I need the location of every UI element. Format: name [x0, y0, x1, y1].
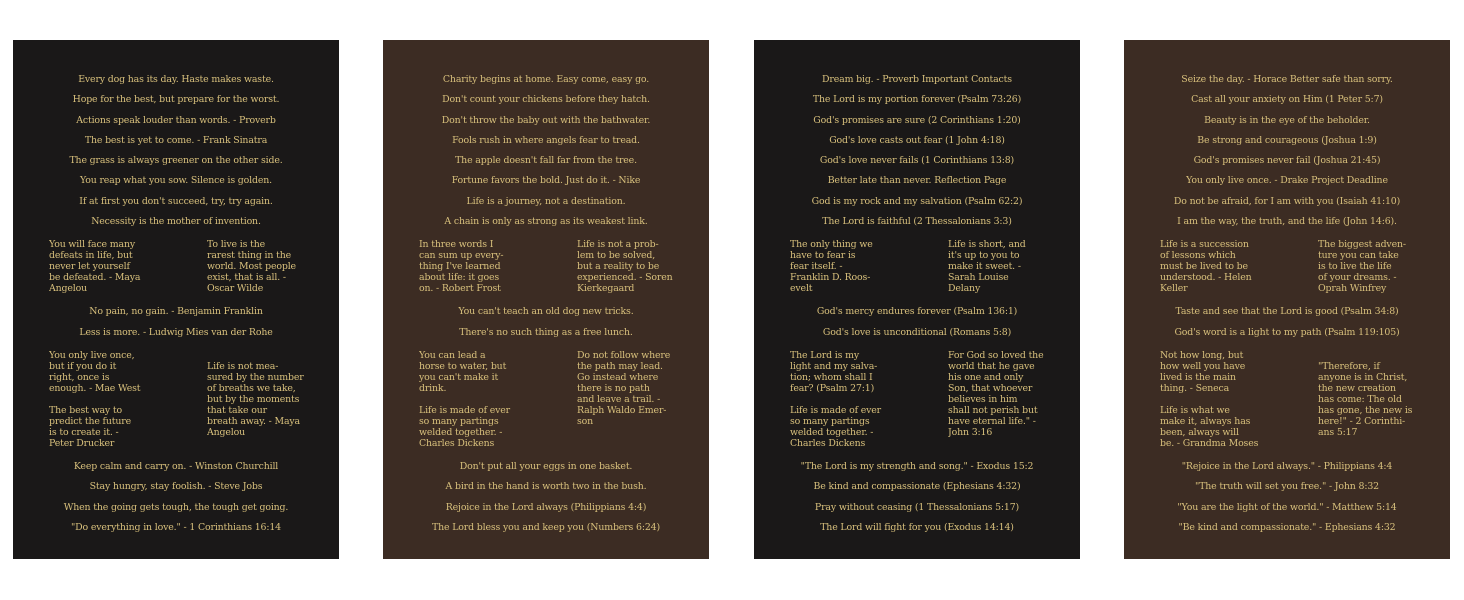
poster-2	[383, 40, 709, 559]
quote-line: God's promises are sure (2 Corinthians 1:20)	[813, 114, 1021, 126]
quote-columns	[760, 232, 1074, 302]
quote-line: The best is yet to come. - Frank Sinatra	[84, 134, 268, 146]
quote-line: Seize the day. - Horace Better safe than sorry.	[1181, 74, 1393, 85]
quote-line: "You are the light of the world." - Matthew 5:14	[1177, 501, 1397, 513]
quote-line: You can't teach an old dog new tricks.	[458, 306, 634, 318]
quote-line: Don't put all your eggs in one basket.	[459, 460, 633, 472]
quote-line: You only live once. - Drake Project Deadline	[1186, 175, 1388, 187]
quote-line: Better late than never. Reflection Page	[827, 175, 1007, 187]
quote-line: God's mercy endures forever (Psalm 136:1)	[816, 306, 1018, 318]
quote-line: "Be kind and compassionate." - Ephesians 4:32	[1178, 521, 1396, 533]
quote-line: If at first you don't succeed, try, try again.	[79, 195, 273, 207]
quote-column-left: You will face many defeats in life, but never let yourself be defeated. - Maya Angelou	[49, 239, 141, 295]
quote-line: Don't throw the baby out with the bathwater.	[441, 114, 651, 126]
quote-line: Don't count your chickens before they hatch.	[442, 94, 650, 106]
quote-line: God's love never fails (1 Corinthians 13:8)	[819, 155, 1015, 167]
quote-line: Hope for the best, but prepare for the worst.	[72, 94, 280, 106]
quote-line: Rejoice in the Lord always (Philippians 4:4)	[445, 501, 647, 513]
quote-line: God's love is unconditional (Romans 5:8)	[822, 326, 1012, 338]
quote-line: When the going gets tough, the tough get going.	[63, 501, 289, 513]
quote-line: Fools rush in where angels fear to tread.	[452, 134, 640, 146]
quote-line: God's promises never fail (Joshua 21:45)	[1193, 155, 1381, 167]
quote-line: Actions speak louder than words. - Proverb	[76, 114, 276, 126]
quote-column-right: The biggest adven- ture you can take is to live the life of your dreams. - Oprah Winfrey	[1318, 239, 1406, 295]
quote-line: Be kind and compassionate (Ephesians 4:32)	[813, 481, 1021, 493]
quote-column-left: The only thing we have to fear is fear itself. - Franklin D. Roos- evelt	[790, 239, 873, 295]
quote-line: The apple doesn't fall far from the tree.	[455, 155, 637, 167]
quote-column-left: The Lord is my light and my salva- tion; whom shall I fear? (Psalm 27:1) Life is made of ever so many partings welded together. - Charles Dickens	[790, 349, 881, 449]
quote-line: Keep calm and carry on. - Winston Churchill	[73, 460, 279, 472]
quote-line: The Lord bless you and keep you (Numbers 6:24)	[431, 521, 660, 533]
quote-line: Fortune favors the bold. Just do it. - Nike	[451, 175, 641, 187]
quote-line: Cast all your anxiety on Him (1 Peter 5:7)	[1191, 94, 1383, 106]
quote-column-right: For God so loved the world that he gave his one and only Son, that whoever believes in him shall not perish but have eternal life." - John 3:16	[948, 349, 1044, 438]
quote-line: There's no such thing as a free lunch.	[459, 326, 633, 338]
quote-line: "The truth will set you free." - John 8:32	[1195, 481, 1379, 493]
poster-4	[1124, 40, 1450, 559]
quote-column-left: You only live once, but if you do it right, once is enough. - Mae West The best way to predict the future is to create it. - Peter Drucker	[49, 349, 141, 449]
quote-line: "Rejoice in the Lord always." - Philippians 4:4	[1181, 460, 1393, 472]
quote-line: God's love casts out fear (1 John 4:18)	[829, 134, 1005, 146]
quote-line: I am the way, the truth, and the life (John 14:6).	[1177, 216, 1397, 228]
quote-columns	[1130, 232, 1444, 302]
quote-line: No pain, no gain. - Benjamin Franklin	[89, 306, 263, 318]
quote-line: God's word is a light to my path (Psalm 119:105)	[1174, 326, 1400, 338]
quote-line: The grass is always greener on the other side.	[69, 155, 283, 167]
quote-column-right: Life is short, and it's up to you to make it sweet. - Sarah Louise Delany	[948, 239, 1026, 295]
quote-line: Dream big. - Proverb Important Contacts	[822, 74, 1012, 85]
quote-columns	[389, 343, 703, 457]
quote-line: Every dog has its day. Haste makes waste.	[78, 74, 274, 85]
quote-column-left: In three words I can sum up every- thing I've learned about life: it goes on. - Robert Frost	[419, 239, 504, 295]
quote-line: Stay hungry, stay foolish. - Steve Jobs	[89, 481, 263, 493]
quote-columns	[760, 343, 1074, 457]
quote-line: A bird in the hand is worth two in the bush.	[445, 481, 647, 493]
quote-line: "Do everything in love." - 1 Corinthians 16:14	[71, 521, 281, 533]
quote-column-right: To live is the rarest thing in the world. Most people exist, that is all. - Oscar Wilde	[207, 239, 296, 295]
quote-line: Charity begins at home. Easy come, easy go.	[442, 74, 650, 85]
quote-columns	[389, 232, 703, 302]
quote-line: The Lord is my portion forever (Psalm 73:26)	[812, 94, 1022, 106]
quote-line: You reap what you sow. Silence is golden.	[80, 175, 272, 187]
quote-line: Beauty is in the eye of the beholder.	[1204, 114, 1370, 126]
quote-line: The Lord will fight for you (Exodus 14:14)	[820, 521, 1014, 533]
poster-3	[754, 40, 1080, 559]
quote-column-right: Life is not mea- sured by the number of breaths we take, but by the moments that take our breath away. - Maya Angelou	[207, 360, 304, 438]
quote-line: God is my rock and my salvation (Psalm 62:2)	[811, 195, 1023, 207]
quote-line: A chain is only as strong as its weakest link.	[444, 216, 648, 228]
quote-line: Less is more. - Ludwig Mies van der Rohe	[79, 326, 273, 338]
quote-column-right: "Therefore, if anyone is in Christ, the new creation has come: The old has gone, the new is here!" - 2 Corinthi- ans 5:17	[1318, 360, 1413, 438]
poster-1	[13, 40, 339, 559]
quote-column-left: Not how long, but how well you have lived is the main thing. - Seneca Life is what we make it, always has been, always will be. - Grandma Moses	[1160, 349, 1259, 449]
quote-columns	[19, 343, 333, 457]
quote-line: Necessity is the mother of invention.	[91, 216, 261, 228]
quote-column-right: Life is not a prob- lem to be solved, but a reality to be experienced. - Soren Kierkegaard	[577, 239, 673, 295]
quote-line: Pray without ceasing (1 Thessalonians 5:17)	[814, 501, 1020, 513]
quote-column-left: You can lead a horse to water, but you can't make it drink. Life is made of ever so many partings welded together. - Charles Dickens	[419, 349, 510, 449]
quote-line: "The Lord is my strength and song." - Exodus 15:2	[800, 460, 1034, 472]
quote-columns	[19, 232, 333, 302]
quote-columns	[1130, 343, 1444, 457]
quote-column-right: Do not follow where the path may lead. Go instead where there is no path and leave a trail. - Ralph Waldo Emer- son	[577, 349, 671, 427]
quote-line: Life is a journey, not a destination.	[466, 195, 626, 207]
quote-line: Taste and see that the Lord is good (Psalm 34:8)	[1175, 306, 1399, 318]
quote-line: Do not be afraid, for I am with you (Isaiah 41:10)	[1173, 195, 1401, 207]
quote-line: The Lord is faithful (2 Thessalonians 3:3)	[822, 216, 1012, 228]
quote-line: Be strong and courageous (Joshua 1:9)	[1197, 134, 1377, 146]
quote-column-left: Life is a succession of lessons which must be lived to be understood. - Helen Keller	[1160, 239, 1252, 295]
